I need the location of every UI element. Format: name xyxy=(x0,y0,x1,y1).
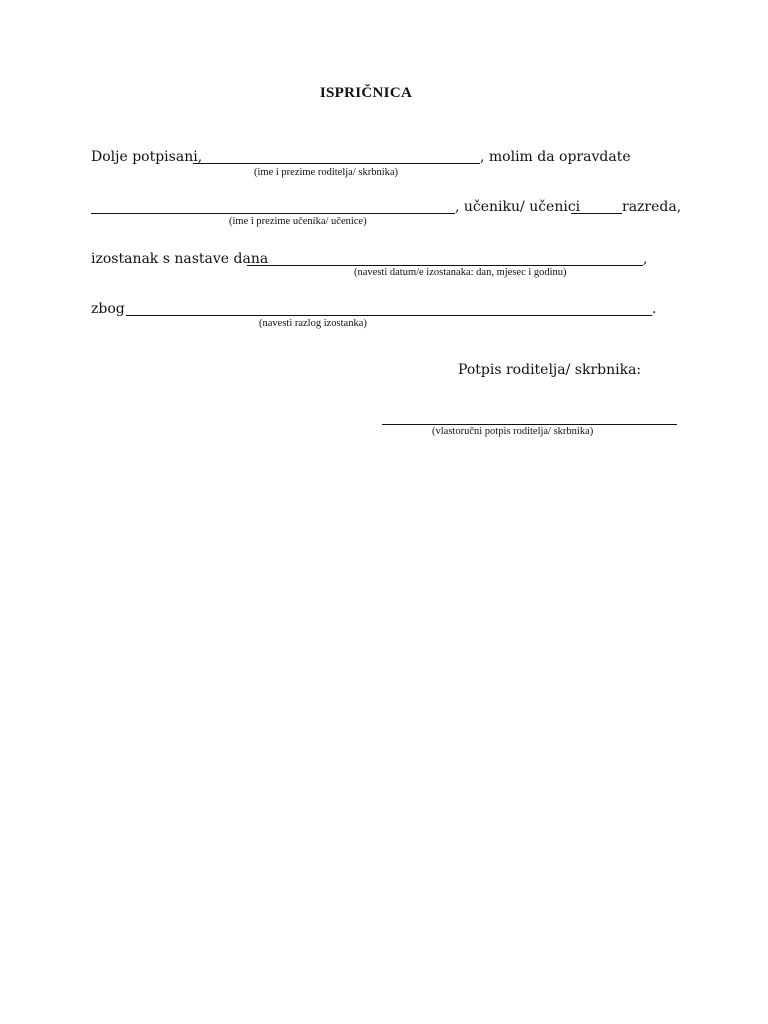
absence-date-prefix: izostanak s nastave dana xyxy=(91,251,269,267)
absence-date-suffix: , xyxy=(643,251,648,267)
student-name-hint: (ime i prezime učenika/ učenice) xyxy=(229,216,367,227)
absence-date-field[interactable] xyxy=(247,265,643,266)
absence-date-hint: (navesti datum/e izostanaka: dan, mjesec i godinu) xyxy=(354,267,567,278)
signature-label: Potpis roditelja/ skrbnika: xyxy=(458,362,642,378)
student-name-field[interactable] xyxy=(91,213,455,214)
signature-field[interactable] xyxy=(382,424,677,425)
document-title: ISPRIČNICA xyxy=(319,85,413,101)
parent-name-prefix: Dolje potpisani, xyxy=(91,149,203,165)
grade-field[interactable] xyxy=(571,213,622,214)
reason-prefix: zbog xyxy=(91,301,125,317)
parent-name-suffix: , molim da opravdate xyxy=(480,149,631,165)
grade-suffix: razreda, xyxy=(622,199,682,215)
student-label: , učeniku/ učenici xyxy=(455,199,581,215)
parent-name-hint: (ime i prezime roditelja/ skrbnika) xyxy=(254,167,399,178)
signature-hint: (vlastoručni potpis roditelja/ skrbnika) xyxy=(432,426,594,437)
reason-field[interactable] xyxy=(126,315,652,316)
reason-suffix: . xyxy=(652,301,657,317)
parent-name-field[interactable] xyxy=(193,163,480,164)
reason-hint: (navesti razlog izostanka) xyxy=(259,318,367,329)
